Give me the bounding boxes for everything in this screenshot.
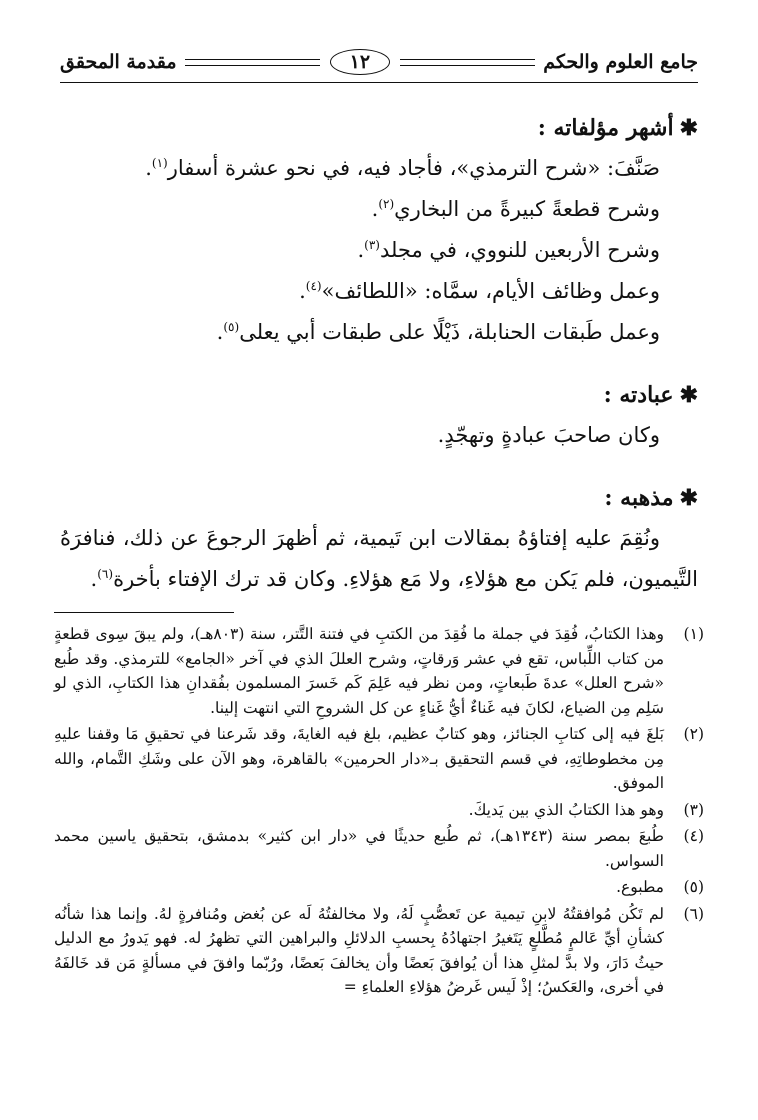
text-line: صَنَّفَ: «شرح الترمذي»، فأجاد فيه، في نحو عشرة أسفار$^{(١)}$. <box>145 156 660 180</box>
text-line: وشرح قطعةً كبيرةً من البخاري$^{(٢)}$. <box>371 197 660 221</box>
footnote: (٣) وهو هذا الكتابُ الذي بين يَديكَ. <box>468 800 704 819</box>
section-title-madhhab: ✱مذهبه : <box>604 485 698 511</box>
header-rule <box>60 82 698 83</box>
running-header <box>60 44 698 80</box>
footnote-ref[interactable]: (٤) <box>305 279 322 293</box>
text-line: وعمل طَبقات الحنابلة، ذَيْلًا على طبقات أبي يعلى$^{(٥)}$. <box>216 320 660 344</box>
footnote: (٤) طُبعَ بمصر سنة (١٣٤٣هـ)، ثم طُبع حديثًا في «دار ابن كثير» بدمشق، بتحقيق ياسين محمد السواس. <box>54 827 704 870</box>
chapter-title: مقدمة المحقق <box>59 51 177 73</box>
footnotes <box>54 622 704 1002</box>
footnote-ref[interactable]: (٣) <box>364 238 380 252</box>
text-line: وكان صاحبَ عبادةٍ وتهجّدٍ. <box>437 423 660 447</box>
asterisk-icon: ✱ <box>679 115 698 141</box>
text-line: وعمل وظائف الأيام، سمَّاه: «اللطائف»$^{(٤)}$. <box>299 279 660 303</box>
footnote: (٥) مطبوع. <box>616 878 704 896</box>
paragraph: ونُقِمَ عليه إفتاؤهُ بمقالات ابن تَيمية، ثم أظهرَ الرجوعَ عن ذلك، فنافرَهُ التَّيميون، فلم يَكن مع هؤلاءِ، ولا مَع هؤلاءِ. وكان قد ترك الإفتاء بأخرة$^{(٦)}$. <box>60 526 698 591</box>
footnote-ref[interactable]: (٥) <box>223 320 240 334</box>
main-text <box>60 108 698 600</box>
asterisk-icon: ✱ <box>679 485 698 511</box>
footnote: (٢) بَلغَ فيه إلى كتابِ الجنائز، وهو كتابٌ عظيم، بلغ فيه الغايةَ، وقد شَرعنا في تحقيقِ مَا وقفنا عليهِ مِن مخطوطاتِهِ، في قسم التحقيق بـ«دار الحرمين» بالقاهرة، وهو الآن على وشَكِ التَّمام، والله الموفق. <box>54 725 704 792</box>
footnote: (٦) لم تَكُن مُوافقتُهُ لابنِ تيمية عن تَعصُّبٍ لَهُ، ولا مخالفتُهُ لَه عن بُغض ومُنافرةٍ لهُ. وإنما هذا شأنُه كشأنِ أيِّ عَالمٍ مُطَّلعٍ يَتَغيرُ اجتهادُهُ بِحسبِ الدلائلِ والبراهين التي تظهرُ له. فهو يَدورُ مع الدليل حيثُ دَارَ، ولا بدَّ لمثلِ هذا أن يُوافقَ بَعضًا وأن يخالفَ بَعضًا، ورُبّما وافقَ في مسألةٍ مَن قد خَالفَهُ في أخرى، والعَكسُ؛ إذْ لَيس غَرضُ هؤلاءِ العلماءِ = <box>54 904 704 996</box>
header-double-rule-right <box>400 59 535 66</box>
footnote: (١) وهذا الكتابُ، فُقِدَ في جملة ما فُقِدَ من الكتبِ في فتنة التَّتر، سنة (٨٠٣هـ)، ولم يبقَ سِوى قطعةٍ من كتاب اللِّباس، تقع في عشر وَرقاتٍ، وشرح العللَ الذي في آخر «الجامع» للترمذي. وقد طُبع «شرح العلل» عدةَ طَبعاتٍ، ومن نظر فيه عَلِمَ كَم خَسرَ المسلمون بفُقدانِ هذا الكتابِ، الذي لو سَلِم مِن الضياع، لكانَ فيه غَناءٌ أيُّ غَناءٍ عن كل الشروحِ التي انتهت إلينا. <box>54 625 704 717</box>
footnote-separator <box>54 612 234 613</box>
book-title: جامع العلوم والحكم <box>543 51 698 73</box>
footnote-ref[interactable]: (١) <box>151 156 168 170</box>
footnote-ref[interactable]: (٢) <box>378 197 395 211</box>
header-double-rule-left <box>185 59 320 66</box>
text-line: وشرح الأربعين للنووي، في مجلد$^{(٣)}$. <box>357 238 660 262</box>
page-number: ١٢ <box>330 49 390 75</box>
footnote-ref[interactable]: (٦) <box>97 567 114 581</box>
section-title-worship: ✱عبادته : <box>603 382 698 408</box>
asterisk-icon: ✱ <box>679 382 698 408</box>
section-title-works: ✱أشهر مؤلفاته : <box>537 115 698 141</box>
